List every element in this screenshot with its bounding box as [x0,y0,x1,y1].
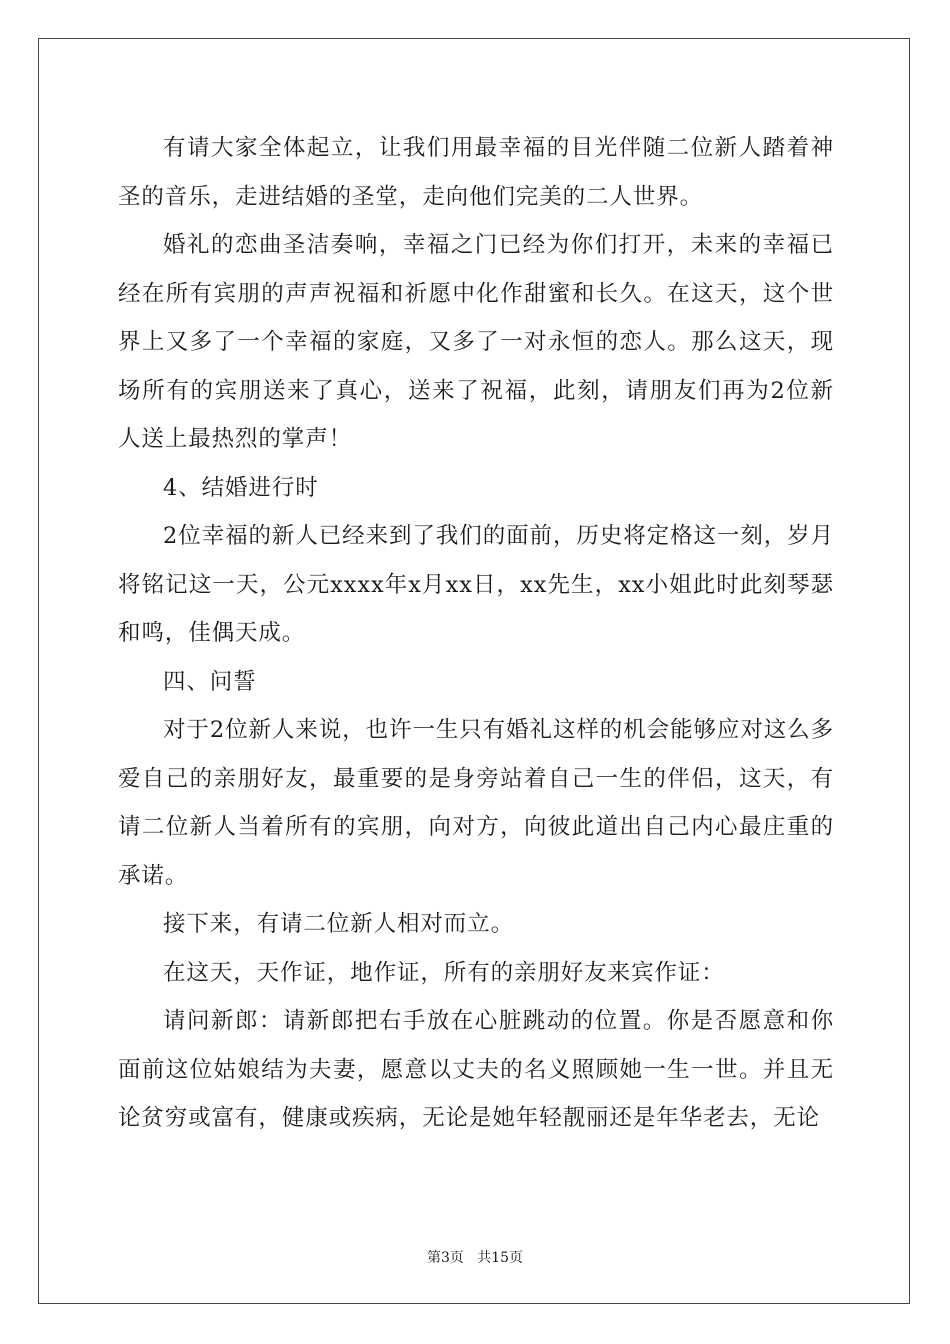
paragraph: 婚礼的恋曲圣洁奏响，幸福之门已经为你们打开，未来的幸福已经在所有宾朋的声声祝福和祈愿中化作甜蜜和长久。在这天，这个世界上又多了一个幸福的家庭，又多了一对永恒的恋人。那么这天，现场所有的宾朋送来了真心，送来了祝福，此刻，请朋友们再为2位新人送上最热烈的掌声！ [118,232,834,452]
paragraph: 在这天，天作证，地作证，所有的亲朋好友来宾作证： [163,959,725,986]
section-heading: 4、结婚进行时 [163,474,319,501]
section-heading: 四、问誓 [163,668,257,695]
page-number: 第3页 共15页 [426,1250,524,1266]
paragraph: 有请大家全体起立，让我们用最幸福的目光伴随二位新人踏着神圣的音乐，走进结婚的圣堂，走向他们完美的二人世界。 [118,135,834,210]
paragraph: 对于2位新人来说，也许一生只有婚礼这样的机会能够应对这么多爱自己的亲朋好友，最重要的是身旁站着自己一生的伴侣，这天，有请二位新人当着所有的宾朋，向对方，向彼此道出自己内心最庄重的承诺。 [118,717,834,889]
paragraph: 请问新郎：请新郎把右手放在心脏跳动的位置。你是否愿意和你面前这位姑娘结为夫妻，愿意以丈夫的名义照顾她一生一世。并且无论贫穷或富有，健康或疾病，无论是她年轻靓丽还是年华老去，无论 [118,1008,834,1131]
document-body [118,124,834,1143]
paragraph: 2位幸福的新人已经来到了我们的面前，历史将定格这一刻，岁月将铭记这一天，公元xxxx年x月xx日，xx先生，xx小姐此时此刻琴瑟和鸣，佳偶天成。 [118,523,834,646]
paragraph: 接下来，有请二位新人相对而立。 [163,911,515,937]
